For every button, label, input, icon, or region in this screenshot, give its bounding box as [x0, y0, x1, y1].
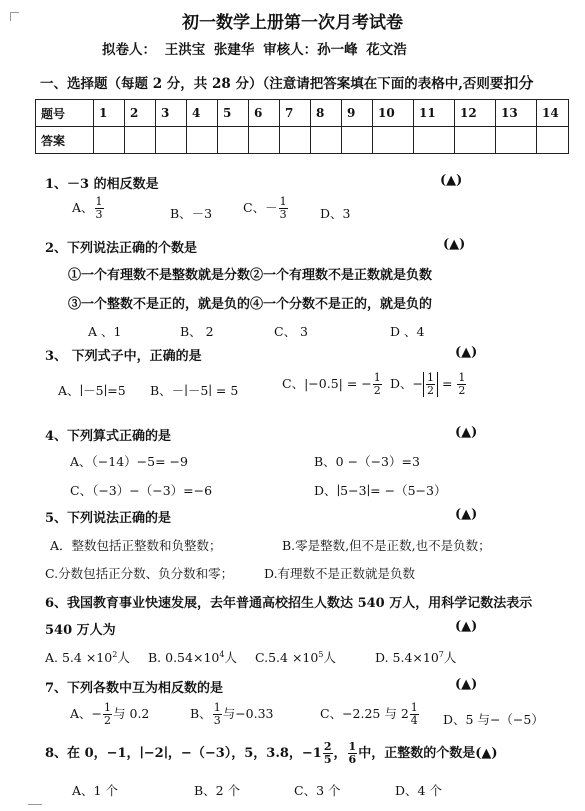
- answer-cell[interactable]: [94, 127, 125, 154]
- question-2-stem: 2、下列说法正确的个数是: [45, 241, 198, 256]
- question-2-option-b: B、 2: [180, 324, 214, 339]
- question-4-option-a: A、（−14）−5= −9: [70, 454, 188, 469]
- question-8-option-b: B、2 个: [194, 783, 241, 798]
- question-5-option-b: B.零是整数,但不是正数,也不是负数；: [282, 538, 491, 553]
- question-1-option-d: D、3: [320, 206, 351, 221]
- question-5-stem: 5、下列说法正确的是: [45, 511, 172, 526]
- table-row: [36, 127, 569, 154]
- answer-cell[interactable]: [537, 127, 569, 154]
- answer-cell[interactable]: [156, 127, 187, 154]
- question-3-stem: 3、 下列式子中，正确的是: [45, 349, 202, 364]
- row-label: 题号: [36, 100, 94, 127]
- question-3-option-c: C、|−0.5| = − $\frac{1}{2}$: [282, 371, 381, 397]
- question-number: 7: [280, 100, 311, 127]
- answer-mark: (▲): [440, 173, 463, 188]
- question-1-option-a: A、 $\frac{1}{3}$: [72, 195, 103, 221]
- answer-cell[interactable]: [187, 127, 218, 154]
- question-6-option-b: B. $0.54\times 10^4$人: [148, 649, 237, 665]
- answer-cell[interactable]: [280, 127, 311, 154]
- question-number: 6: [249, 100, 280, 127]
- question-7-option-c: C、−2.25 与 2 $\frac{1}{4}$: [320, 701, 418, 727]
- answer-cell[interactable]: [373, 127, 414, 154]
- question-number: 14: [537, 100, 569, 127]
- question-6-option-a: A. $5.4 \times 10^2$人: [45, 649, 130, 665]
- question-5-option-d: D.有理数不是正数就是负数: [264, 566, 416, 581]
- question-7-option-a: A、− $\frac{1}{2}$ 与 0.2: [70, 701, 150, 727]
- answer-cell[interactable]: [496, 127, 537, 154]
- question-3-option-a: A、∣－5∣=5: [58, 383, 126, 398]
- question-number: 11: [414, 100, 455, 127]
- answer-table: [35, 99, 569, 154]
- question-4-option-d: D、∣5−3∣= −（5−3）: [314, 483, 447, 498]
- question-6-option-d: D. $5.4\times 10^7$人: [375, 649, 457, 665]
- answer-mark: (▲): [455, 619, 478, 634]
- question-4-option-b: B、0 −（−3）=3: [314, 454, 420, 469]
- answer-cell[interactable]: [414, 127, 455, 154]
- question-number: 1: [94, 100, 125, 127]
- question-6-stem-continued: 540 万人为: [45, 623, 116, 638]
- question-2-statement-line: ①一个有理数不是整数就是分数②一个有理数不是正数就是负数: [68, 268, 433, 283]
- answer-mark: (▲): [443, 237, 466, 252]
- question-7-option-d: D、5 与−（−5）: [443, 712, 544, 727]
- question-number: 4: [187, 100, 218, 127]
- answer-mark: (▲): [455, 677, 478, 692]
- answer-mark: (▲): [455, 425, 478, 440]
- exam-title: 初一数学上册第一次月考试卷: [182, 13, 403, 33]
- question-6-stem: 6、我国教育事业快速发展，去年普通高校招生人数达 540 万人，用科学记数法表示: [45, 596, 533, 611]
- answer-mark: (▲): [455, 345, 478, 360]
- section-heading: 一、选择题（每题 2 分，共 28 分）（注意请把答案填在下面的表格中,否则要扣分: [40, 74, 534, 92]
- answer-cell[interactable]: [342, 127, 373, 154]
- question-5-option-c: C.分数包括正分数、负分数和零；: [45, 566, 234, 581]
- question-3-option-b: B、－∣－5∣ = 5: [150, 383, 239, 398]
- question-number: 13: [496, 100, 537, 127]
- answer-mark: (▲): [455, 507, 478, 522]
- question-7-stem: 7、下列各数中互为相反数的是: [45, 681, 224, 696]
- question-8-stem: 8、在 0，−1，∣−2∣，−（−3），5，3.8，−1 $\frac{2}{5}$ ， $\frac{1}{6}$ 中，正整数的个数是(▲): [45, 740, 498, 766]
- question-number: 3: [156, 100, 187, 127]
- row-label: 答案: [36, 127, 94, 154]
- question-2-option-c: C、 3: [274, 324, 308, 339]
- table-row: [36, 100, 569, 127]
- margin-corner-mark: [28, 796, 42, 805]
- question-2-option-d: D 、4: [390, 324, 425, 339]
- answer-cell[interactable]: [455, 127, 496, 154]
- question-8-option-c: C、3 个: [294, 783, 341, 798]
- question-8-option-d: D、4 个: [395, 783, 442, 798]
- question-1-stem: 1、－3 的相反数是: [45, 177, 159, 192]
- answer-cell[interactable]: [249, 127, 280, 154]
- question-2-option-a: A 、1: [88, 324, 122, 339]
- question-4-stem: 4、下列算式正确的是: [45, 429, 172, 444]
- question-number: 5: [218, 100, 249, 127]
- authors-line: 拟卷人： 王洪宝 张建华 审核人：孙一峰 花文浩: [102, 42, 407, 58]
- answer-cell[interactable]: [218, 127, 249, 154]
- question-3-option-d: D、− $\frac{1}{2}$ = $\frac{1}{2}$: [390, 371, 466, 397]
- question-7-option-b: B、 $\frac{1}{3}$ 与−0.33: [190, 701, 274, 727]
- question-number: 9: [342, 100, 373, 127]
- answer-cell[interactable]: [311, 127, 342, 154]
- question-2-statement-line: ③一个整数不是正的，就是负的④一个分数不是正的，就是负的: [68, 297, 433, 312]
- question-1-option-b: B、－3: [170, 206, 213, 221]
- question-number: 12: [455, 100, 496, 127]
- answer-cell[interactable]: [125, 127, 156, 154]
- question-number: 10: [373, 100, 414, 127]
- question-8-option-a: A、1 个: [72, 783, 118, 798]
- question-6-option-c: $C.5.4 \times 10^5$人: [255, 649, 336, 665]
- question-5-option-a: A．整数包括正整数和负整数；: [50, 538, 222, 553]
- question-1-option-c: C、－ $\frac{1}{3}$: [243, 195, 287, 221]
- question-number: 8: [311, 100, 342, 127]
- question-number: 2: [125, 100, 156, 127]
- question-4-option-c: C、（−3）−（−3）=−6: [70, 483, 213, 498]
